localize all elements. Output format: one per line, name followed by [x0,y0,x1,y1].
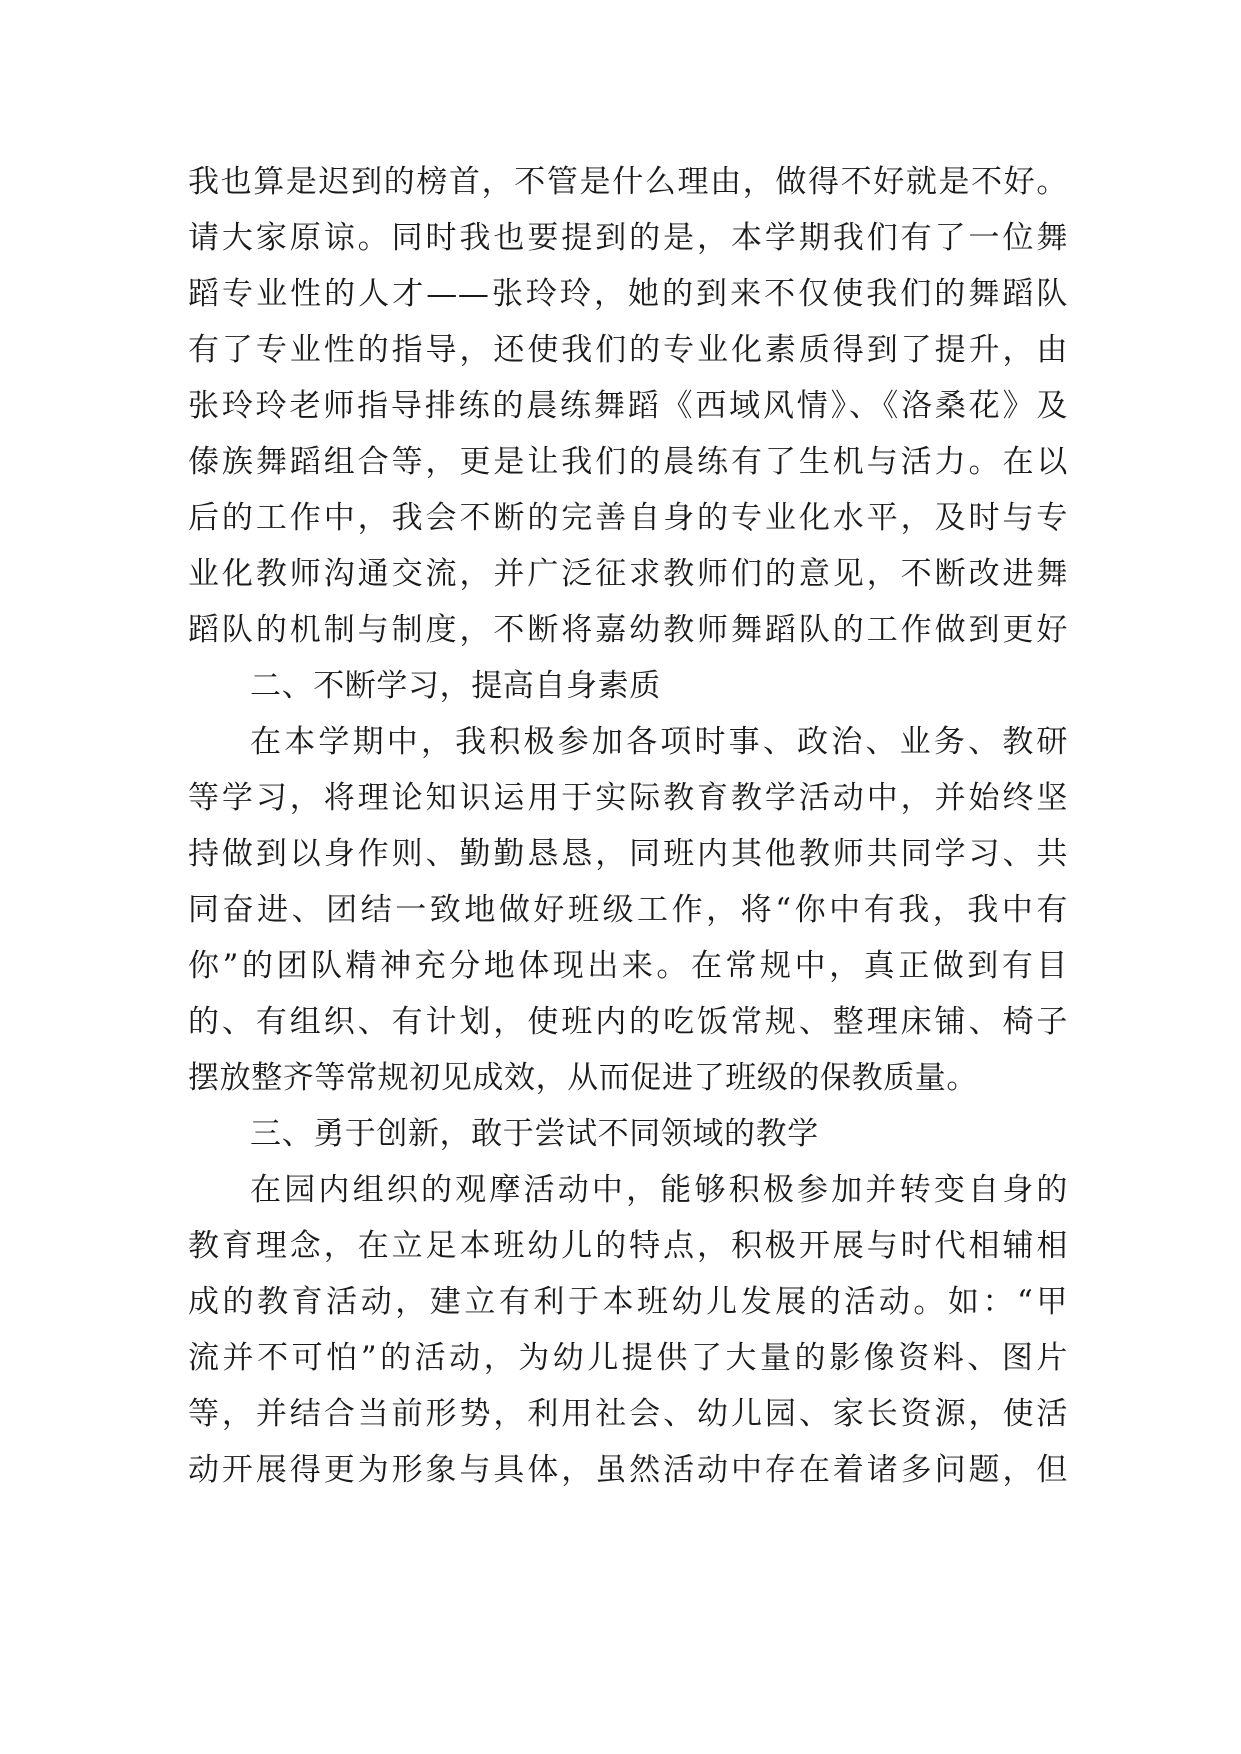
text-line: 后的工作中，我会不断的完善自身的专业化水平，及时与专 [188,500,1068,536]
text-line: 蹈队的机制与制度，不断将嘉幼教师舞蹈队的工作做到更好 [188,612,1068,648]
text-line: 请大家原谅。同时我也要提到的是，本学期我们有了一位舞 [188,220,1068,256]
text-line: 业化教师沟通交流，并广泛征求教师们的意见，不断改进舞 [188,556,1068,592]
text-line: 同奋进、团结一致地做好班级工作，将“你中有我，我中有 [188,892,1068,928]
paragraph-3 [188,1162,1068,1498]
paragraph-2 [188,714,1068,1106]
text-line: 你”的团队精神充分地体现出来。在常规中，真正做到有目 [188,948,1068,984]
section-heading-3: 三、勇于创新，敢于尝试不同领域的教学 [250,1116,819,1152]
paragraph-1 [188,154,1068,658]
text-line: 动开展得更为形象与具体，虽然活动中存在着诸多问题，但 [188,1452,1068,1488]
text-line: 流并不可怕”的活动，为幼儿提供了大量的影像资料、图片 [188,1340,1068,1376]
text-line: 的、有组织、有计划，使班内的吃饭常规、整理床铺、椅子 [188,1004,1068,1040]
text-line: 在本学期中，我积极参加各项时事、政治、业务、教研 [250,724,1068,760]
section-heading-2: 二、不断学习，提高自身素质 [250,668,661,704]
text-line: 成的教育活动，建立有利于本班幼儿发展的活动。如：“甲 [188,1284,1068,1320]
text-line: 摆放整齐等常规初见成效，从而促进了班级的保教质量。 [188,1060,978,1096]
text-line: 张玲玲老师指导排练的晨练舞蹈《西域风情》、《洛桑花》及 [188,388,1068,424]
text-line: 持做到以身作则、勤勤恳恳，同班内其他教师共同学习、共 [188,836,1068,872]
text-line: 教育理念，在立足本班幼儿的特点，积极开展与时代相辅相 [188,1228,1068,1264]
document-body [188,154,1068,1498]
text-line: 我也算是迟到的榜首，不管是什么理由，做得不好就是不好。 [188,164,1068,200]
text-line: 等学习，将理论知识运用于实际教育教学活动中，并始终坚 [188,780,1068,816]
text-line: 有了专业性的指导，还使我们的专业化素质得到了提升，由 [188,332,1068,368]
text-line: 蹈专业性的人才——张玲玲，她的到来不仅使我们的舞蹈队 [188,276,1068,312]
text-line: 等，并结合当前形势，利用社会、幼儿园、家长资源，使活 [188,1396,1068,1432]
text-line: 傣族舞蹈组合等，更是让我们的晨练有了生机与活力。在以 [188,444,1068,480]
text-line: 在园内组织的观摩活动中，能够积极参加并转变自身的 [250,1172,1068,1208]
